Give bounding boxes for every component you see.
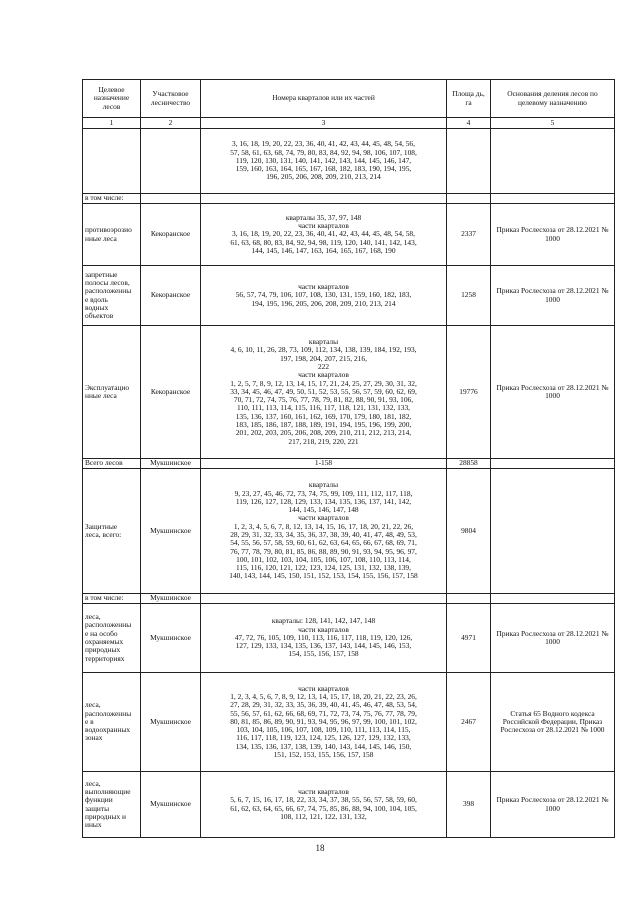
purpose-line: Защитные — [85, 521, 118, 531]
purpose-line: е вдоль — [85, 294, 108, 304]
quarters-line: 197, 198, 204, 207, 215, 216, — [280, 353, 367, 363]
quarters-line: 127, 129, 133, 134, 135, 136, 137, 143, 144, 145, 146, 153, — [235, 641, 412, 651]
cell-district: Мукшинское — [141, 594, 201, 604]
table-row — [83, 204, 615, 266]
col-number: 5 — [491, 118, 615, 129]
cell-area: 9804 — [447, 469, 491, 594]
cell-basis — [491, 194, 615, 204]
quarters-line: 1-158 — [314, 458, 333, 468]
cell-quarters — [201, 459, 447, 469]
quarters-line: 154, 155, 156, 157, 158 — [288, 649, 359, 659]
table-row — [83, 194, 615, 204]
cell-basis — [491, 469, 615, 594]
quarters-line: 61, 63, 68, 80, 83, 84, 92, 94, 98, 119, 120, 140, 141, 142, 143, — [230, 237, 417, 247]
col-number: 2 — [141, 118, 201, 129]
quarters-line: 116, 117, 118, 119, 123, 124, 125, 126, 127, 129, 132, 133, — [236, 733, 411, 743]
table-row — [83, 594, 615, 604]
quarters-line: части кварталов — [298, 513, 349, 523]
purpose-line: полосы лесов, — [85, 277, 130, 287]
quarters-line: части кварталов — [298, 370, 349, 380]
quarters-line: 159, 160, 163, 164, 165, 167, 168, 182, 183, 190, 194, 195, — [235, 164, 412, 174]
table-row — [83, 469, 615, 594]
table-row — [83, 772, 615, 838]
quarters-line: 27, 28, 29, 31, 32, 33, 35, 36, 39, 40, 41, 45, 46, 47, 48, 53, 54, — [230, 700, 417, 710]
purpose-line: охраняемых — [85, 637, 124, 646]
quarters-line: 119, 126, 127, 128, 129, 133, 134, 135, 136, 137, 141, 142, — [235, 496, 412, 506]
quarters-line: кварталы — [308, 480, 339, 490]
cell-district: Мукшинское — [141, 673, 201, 772]
col-number: 3 — [201, 118, 447, 129]
quarters-line: 55, 56, 57, 61, 62, 66, 68, 69, 71, 72, 73, 74, 75, 76, 77, 78, 79, — [230, 708, 417, 718]
cell-purpose — [83, 326, 141, 459]
quarters-line: кварталы 35, 37, 97, 148 — [285, 212, 362, 222]
cell-district — [141, 194, 201, 204]
table-row — [83, 266, 615, 326]
quarters-line: 33, 34, 45, 46, 47, 49, 50, 51, 52, 53, 55, 56, 57, 59, 60, 62, 69, — [230, 386, 417, 396]
cell-quarters — [201, 326, 447, 459]
quarters-line: 47, 72, 76, 105, 109, 110, 113, 116, 117, 118, 119, 120, 126, — [234, 632, 413, 642]
quarters-line: 1, 2, 3, 4, 5, 6, 7, 8, 9, 12, 13, 14, 15, 17, 18, 20, 21, 22, 23, 26, — [230, 691, 417, 701]
cell-purpose — [83, 129, 141, 194]
table-row — [83, 673, 615, 772]
purpose-line: территориях — [85, 653, 125, 663]
cell-quarters — [201, 772, 447, 838]
table-row — [83, 459, 615, 469]
header-basis: Основания деления лесов по целевому назначению — [491, 80, 615, 118]
quarters-line: 194, 195, 196, 205, 206, 208, 209, 210, 213, 214 — [251, 298, 396, 308]
cell-purpose: в том числе: — [83, 594, 141, 604]
header-row — [83, 80, 615, 118]
col-number: 1 — [83, 118, 141, 129]
quarters-line: 5, 6, 7, 15, 16, 17, 18, 22, 33, 34, 37, 38, 55, 56, 57, 58, 59, 60, — [230, 795, 417, 805]
table-row — [83, 326, 615, 459]
cell-purpose: Всего лесов — [83, 459, 141, 469]
quarters-line: кварталы — [308, 337, 339, 347]
quarters-line: 57, 58, 61, 63, 68, 74, 79, 80, 83, 84, 92, 94, 98, 106, 107, 108, — [230, 147, 417, 157]
cell-basis: Приказ Рослесхоза от 28.12.2021 № 1000 — [491, 266, 615, 326]
quarters-line: 151, 152, 153, 155, 156, 157, 158 — [273, 750, 374, 760]
forest-purpose-table — [82, 79, 615, 838]
cell-area — [447, 194, 491, 204]
quarters-line: части кварталов — [298, 221, 349, 231]
cell-area: 398 — [447, 772, 491, 838]
quarters-line: 115, 116, 120, 121, 122, 123, 124, 125, 131, 132, 138, 139, — [236, 563, 411, 573]
purpose-line: защиты — [85, 803, 110, 813]
quarters-line: 103, 104, 105, 106, 107, 108, 109, 110, 111, 113, 114, 115, — [236, 725, 411, 735]
cell-quarters — [201, 594, 447, 604]
cell-district: Мукшинское — [141, 459, 201, 469]
purpose-line: нные леса — [85, 391, 117, 400]
cell-basis — [491, 594, 615, 604]
cell-quarters — [201, 266, 447, 326]
cell-basis: Приказ Рослесхоза от 28.12.2021 № 1000 — [491, 772, 615, 838]
quarters-line: 134, 135, 136, 137, 138, 139, 140, 143, 144, 145, 146, 150, — [235, 741, 412, 751]
quarters-line: 70, 71, 72, 74, 75, 76, 77, 78, 79, 81, 82, 88, 90, 91, 93, 106, — [233, 395, 414, 405]
purpose-line: иных — [85, 820, 102, 830]
cell-quarters — [201, 204, 447, 266]
cell-area: 19776 — [447, 326, 491, 459]
quarters-line: части кварталов — [298, 624, 349, 634]
table-body — [83, 129, 615, 838]
cell-area: 1258 — [447, 266, 491, 326]
quarters-line: 3, 16, 18, 19, 20, 22, 23, 36, 40, 41, 42, 43, 44, 45, 48, 54, 58, — [232, 229, 415, 239]
purpose-line: Эксплуатацио — [85, 382, 130, 392]
cell-purpose — [83, 673, 141, 772]
table-row — [83, 129, 615, 194]
purpose-line: противоэрозио — [85, 225, 132, 235]
quarters-line: 3, 16, 18, 19, 20, 22, 23, 36, 40, 41, 42, 43, 44, 45, 48, 54, 56, — [232, 139, 415, 149]
purpose-line: е в — [85, 716, 94, 726]
cell-district: Кекоранское — [141, 266, 201, 326]
cell-district: Мукшинское — [141, 469, 201, 594]
quarters-line: 119, 120, 130, 131, 140, 141, 142, 143, 144, 145, 146, 147, — [235, 155, 412, 165]
purpose-line: объектов — [85, 311, 114, 321]
cell-district: Кекоранское — [141, 204, 201, 266]
cell-basis: Приказ Рослесхоза от 28.12.2021 № 1000 — [491, 204, 615, 266]
column-number-row — [83, 118, 615, 129]
cell-purpose — [83, 469, 141, 594]
quarters-line: 110, 111, 113, 114, 115, 116, 117, 118, 121, 131, 132, 133, — [236, 403, 411, 413]
cell-purpose — [83, 204, 141, 266]
cell-quarters — [201, 469, 447, 594]
quarters-line: 140, 143, 144, 145, 150, 151, 152, 153, 154, 155, 156, 157, 158 — [229, 571, 418, 581]
cell-basis — [491, 459, 615, 469]
purpose-line: леса, — [85, 612, 101, 622]
cell-basis: Приказ Рослесхоза от 28.12.2021 № 1000 — [491, 604, 615, 673]
purpose-line: природных и — [85, 811, 126, 821]
cell-district — [141, 129, 201, 194]
quarters-line: 196, 205, 206, 208, 209, 210, 213, 214 — [266, 172, 381, 182]
cell-basis — [491, 129, 615, 194]
purpose-line: расположенны — [85, 620, 132, 630]
quarters-line: 144, 145, 146, 147, 148 — [288, 505, 359, 515]
col-number: 4 — [447, 118, 491, 129]
quarters-line: 144, 145, 146, 147, 163, 164, 165, 167, 168, 190 — [251, 245, 396, 255]
quarters-line: 61, 62, 63, 64, 65, 66, 67, 74, 75, 85, 86, 88, 94, 100, 104, 105, — [230, 803, 417, 813]
purpose-line: природных — [85, 645, 121, 655]
quarters-line: кварталы: 128, 141, 142, 147, 148 — [271, 616, 376, 626]
purpose-line: водоохранных — [85, 725, 131, 735]
quarters-line: 135, 136, 137, 160, 161, 162, 169, 170, 179, 180, 181, 182, — [235, 411, 412, 421]
quarters-line: 222 — [317, 361, 330, 371]
quarters-line: 56, 57, 74, 79, 106, 107, 108, 130, 131, 159, 160, 182, 183, — [235, 290, 412, 300]
quarters-line: части кварталов — [298, 683, 349, 693]
quarters-line: части кварталов — [298, 786, 349, 796]
quarters-line: 108, 112, 121, 122, 131, 132, — [280, 811, 367, 821]
quarters-line: 54, 55, 56, 57, 58, 59, 60, 61, 62, 63, 64, 65, 66, 67, 68, 69, 71, — [230, 538, 417, 548]
quarters-line: 28, 29, 31, 32, 33, 34, 35, 36, 37, 38, 39, 40, 41, 47, 48, 49, 53, — [230, 530, 417, 539]
quarters-line: 1, 2, 5, 7, 8, 9, 12, 13, 14, 15, 17, 21, 24, 25, 27, 29, 30, 31, 32, — [230, 378, 417, 388]
purpose-line: е на особо — [85, 628, 118, 638]
header-district: Участковое лесничество — [141, 80, 201, 118]
quarters-line: части кварталов — [298, 282, 349, 292]
purpose-line: водных — [85, 302, 109, 312]
purpose-line: расположенны — [85, 286, 132, 296]
cell-district: Кекоранское — [141, 326, 201, 459]
purpose-line: запретные — [85, 269, 118, 279]
quarters-line: 100, 101, 102, 103, 104, 105, 106, 107, 108, 110, 113, 114, — [236, 554, 411, 564]
cell-area — [447, 129, 491, 194]
cell-basis: Приказ Рослесхоза от 28.12.2021 № 1000 — [491, 326, 615, 459]
cell-area: 2467 — [447, 673, 491, 772]
quarters-line: 201, 202, 203, 205, 206, 208, 209, 210, 211, 212, 213, 214, — [235, 428, 412, 438]
header-area: Площа дь, га — [447, 80, 491, 118]
cell-purpose — [83, 772, 141, 838]
purpose-line: леса, всего: — [85, 530, 122, 539]
cell-basis: Статья 65 Водного кодекса Российской Федерации, Приказ Рослесхоза от 28.12.2021 № 1000 — [491, 673, 615, 772]
table-row — [83, 604, 615, 673]
cell-district: Мукшинское — [141, 772, 201, 838]
quarters-line: 4, 6, 10, 11, 26, 28, 73, 109, 112, 134, 138, 139, 184, 192, 193, — [230, 345, 417, 355]
purpose-line: расположенны — [85, 708, 132, 718]
cell-area — [447, 594, 491, 604]
header-purpose: Целевое назначение лесов — [83, 80, 141, 118]
quarters-line: 1, 2, 3, 4, 5, 6, 7, 8, 12, 13, 14, 15, 16, 17, 18, 20, 21, 22, 26, — [233, 521, 414, 531]
quarters-line: 183, 185, 186, 187, 188, 189, 191, 194, 195, 196, 199, 200, — [235, 420, 412, 430]
quarters-line: 9, 23, 27, 45, 46, 72, 73, 74, 75, 99, 109, 111, 112, 117, 118, — [234, 488, 413, 498]
page-number: 18 — [315, 843, 325, 853]
purpose-line: леса, — [85, 700, 101, 710]
quarters-line: 76, 77, 78, 79, 80, 81, 85, 86, 88, 89, 90, 91, 93, 94, 95, 96, 97, — [230, 546, 417, 556]
cell-quarters — [201, 129, 447, 194]
cell-area: 28858 — [447, 459, 491, 469]
cell-purpose — [83, 266, 141, 326]
purpose-line: выполняющие — [85, 786, 131, 796]
cell-quarters — [201, 194, 447, 204]
cell-quarters — [201, 604, 447, 673]
quarters-line: 217, 218, 219, 220, 221 — [288, 436, 359, 446]
cell-purpose: в том числе: — [83, 194, 141, 204]
cell-area: 4971 — [447, 604, 491, 673]
quarters-line: 80, 81, 85, 86, 89, 90, 91, 93, 94, 95, 96, 97, 99, 100, 101, 102, — [230, 716, 417, 726]
purpose-line: леса, — [85, 778, 101, 788]
cell-quarters — [201, 673, 447, 772]
purpose-line: функции — [85, 795, 113, 805]
header-quarters: Номера кварталов или их частей — [201, 80, 447, 118]
purpose-line: зонах — [85, 733, 103, 743]
cell-purpose — [83, 604, 141, 673]
purpose-line: нные леса — [85, 233, 117, 243]
cell-area: 2337 — [447, 204, 491, 266]
cell-district: Мукшинское — [141, 604, 201, 673]
